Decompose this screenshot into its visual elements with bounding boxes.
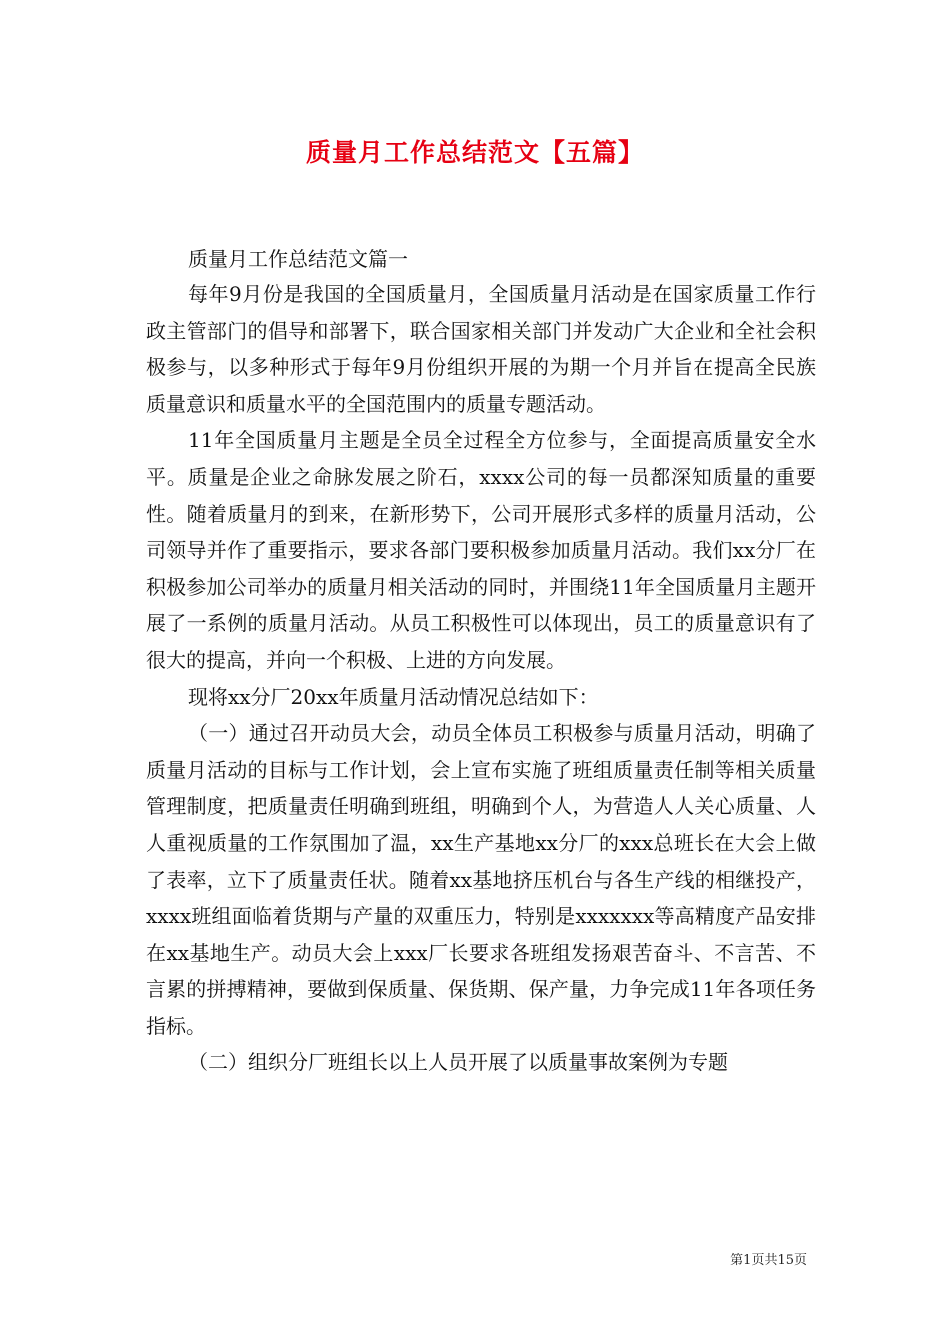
paragraph: 11年全国质量月主题是全员全过程全方位参与，全面提高质量安全水平。质量是企业之命脉发展之阶石，xxxx公司的每一员都深知质量的重要性。随着质量月的到来，在新形势下，公司开展形式多样的质量月活动，公司领导并作了重要指示，要求各部门要积极参加质量月活动。我们xx分厂在积极参加公司举办的质量月相关活动的同时，并围绕11年全国质量月主题开展了一系例的质量月活动。从员工积极性可以体现出，员工的质量意识有了很大的提高，并向一个积极、上进的方向发展。 <box>146 428 816 672</box>
paragraph: （一）通过召开动员大会，动员全体员工积极参与质量月活动，明确了质量月活动的目标与工作计划，会上宣布实施了班组质量责任制等相关质量管理制度，把质量责任明确到班组，明确到个人，为营造人人关心质量、人人重视质量的工作氛围加了温，xx生产基地xx分厂的xxx总班长在大会上做了表率，立下了质量责任状。随着xx基地挤压机台与各生产线的相继投产，xxxx班组面临着货期与产量的双重压力，特别是xxxxxxx等高精度产品安排在xx基地生产。动员大会上xxx厂长要求各班组发扬艰苦奋斗、不言苦、不言累的拼搏精神，要做到保质量、保货期、保产量，力争完成11年各项任务指标。 <box>146 721 816 1038</box>
section-heading: 质量月工作总结范文篇一 <box>188 247 408 271</box>
document-title: 质量月工作总结范文【五篇】 <box>305 138 644 167</box>
paragraph: （二）组织分厂班组长以上人员开展了以质量事故案例为专题 <box>188 1050 728 1075</box>
page-number: 第1页共15页 <box>730 1253 807 1268</box>
paragraph: 现将xx分厂20xx年质量月活动情况总结如下： <box>188 684 599 709</box>
document-body <box>146 276 816 1081</box>
paragraph: 每年9月份是我国的全国质量月，全国质量月活动是在国家质量工作行政主管部门的倡导和部署下，联合国家相关部门并发动广大企业和全社会积极参与，以多种形式于每年9月份组织开展的为期一个月并旨在提高全民族质量意识和质量水平的全国范围内的质量专题活动。 <box>146 282 816 416</box>
